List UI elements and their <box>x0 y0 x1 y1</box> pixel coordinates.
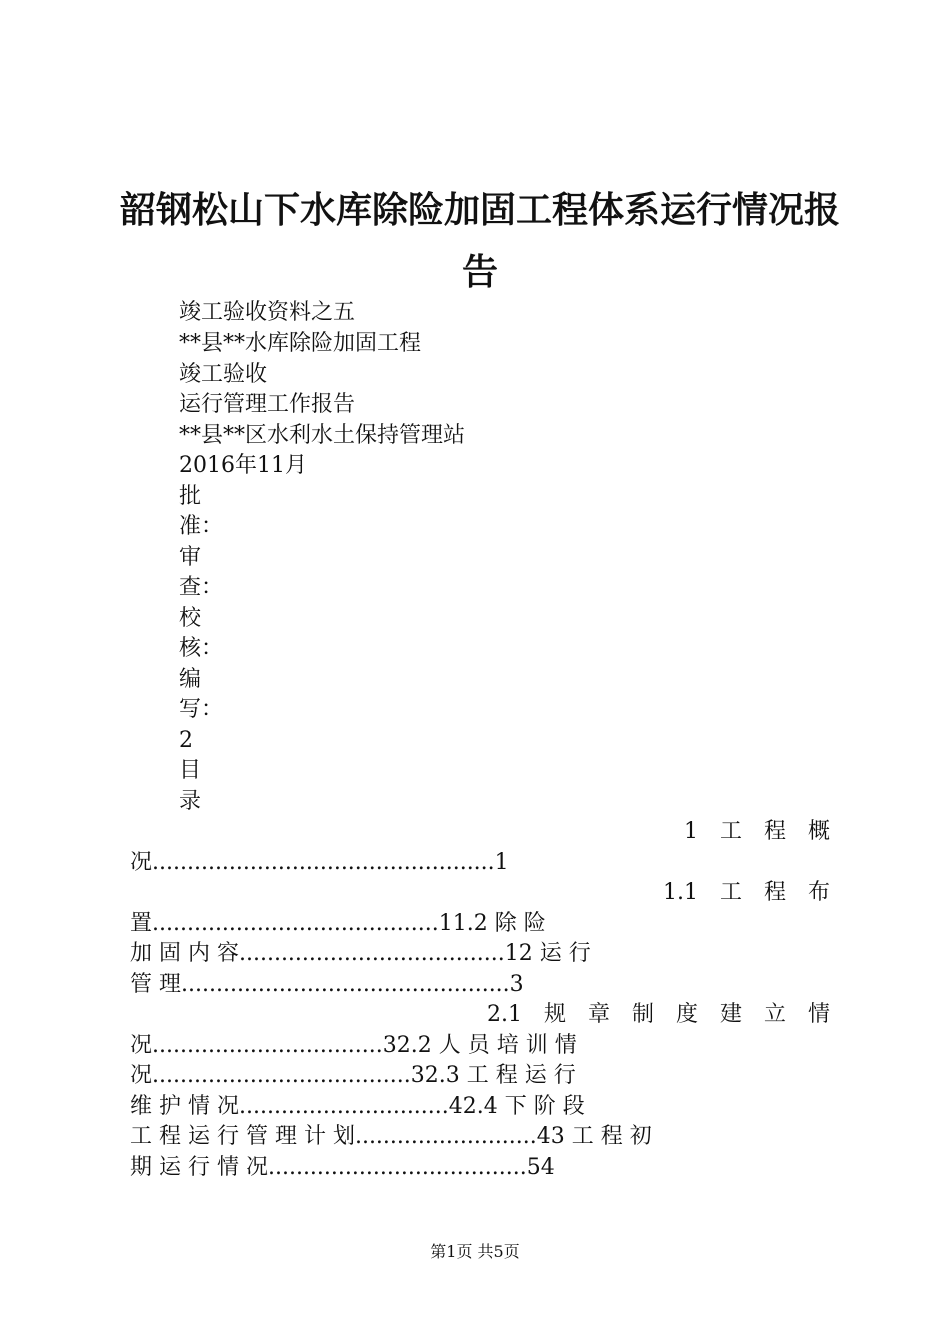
toc-line: 加 固 内 容......................................12 运 行 <box>130 941 591 966</box>
toc-line: 管 理...............................................3 <box>130 972 524 997</box>
document-title-line-1: 韶钢松山下水库除险加固工程体系运行情况报 <box>120 189 841 231</box>
document-title-line-2: 告 <box>461 251 498 293</box>
body-line: 准： <box>179 514 224 539</box>
page-footer: 第1页 共5页 <box>430 1242 520 1261</box>
body-line: 目 <box>179 758 202 783</box>
toc-line: 维 护 情 况..............................42.4 下 阶 段 <box>130 1094 585 1119</box>
body-line: 查： <box>179 575 224 600</box>
toc-line: 工 程 运 行 管 理 计 划..........................43 工 程 初 <box>130 1124 652 1149</box>
body-line: 录 <box>179 789 202 814</box>
toc-line: 况.................................................1 <box>130 850 509 875</box>
body-line: 编 <box>179 667 202 692</box>
body-line: 审 <box>179 545 202 570</box>
toc-line: 期 运 行 情 况.....................................54 <box>130 1155 555 1180</box>
toc-line: 置.........................................11.2 除 险 <box>130 911 546 936</box>
body-line: 核： <box>179 636 224 661</box>
toc-line: 2.1 规 章 制 度 建 立 情 <box>487 1002 830 1027</box>
body-line: 2 <box>179 728 193 753</box>
body-line: 校 <box>179 606 202 631</box>
body-line: 竣工验收资料之五 <box>179 300 356 325</box>
body-line: 写： <box>179 697 224 722</box>
toc-line: 况.................................32.2 人 员 培 训 情 <box>130 1033 577 1058</box>
body-line: 竣工验收 <box>179 362 268 387</box>
body-line: **县**水库除险加固工程 <box>179 331 422 356</box>
body-line: 2016年11月 <box>179 453 307 478</box>
body-line: 运行管理工作报告 <box>179 392 356 417</box>
toc-line: 1 工 程 概 <box>684 819 830 844</box>
toc-line: 况.....................................32.3 工 程 运 行 <box>130 1063 576 1088</box>
body-line: **县**区水利水土保持管理站 <box>179 423 466 448</box>
toc-line: 1.1 工 程 布 <box>663 880 830 905</box>
body-line: 批 <box>179 484 202 509</box>
